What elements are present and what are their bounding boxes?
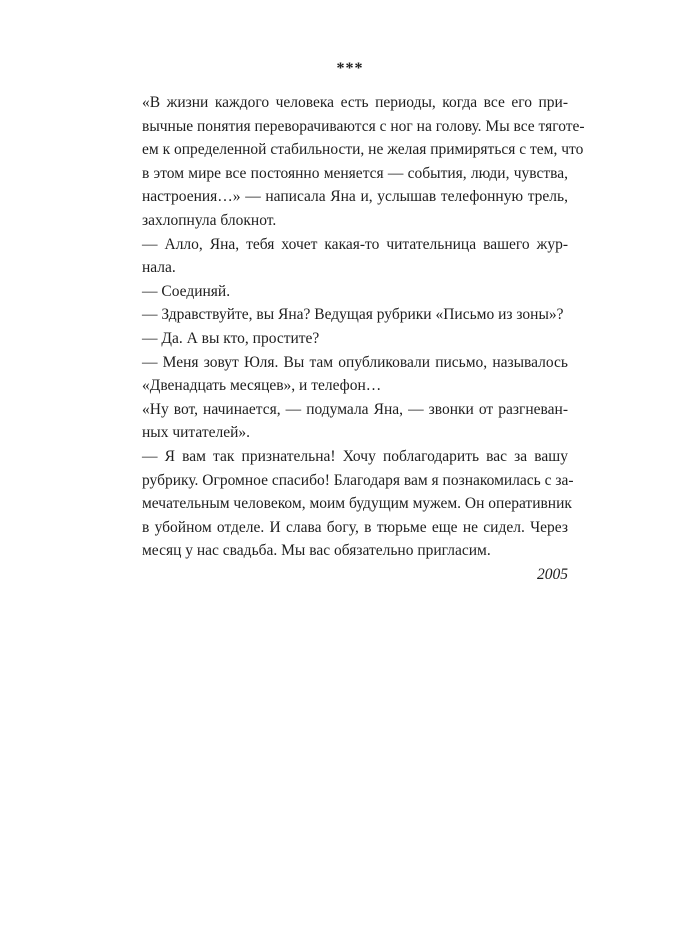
text-line: — Да. А вы кто, простите?: [142, 329, 320, 347]
date-stamp: 2005: [537, 565, 568, 583]
text-line: — Соединяй.: [142, 282, 231, 300]
section-separator: ***: [336, 60, 364, 77]
paragraph-5: [124, 327, 568, 351]
text-line: — Алло, Яна, тебя хочет какая-то читательница вашего жур-: [142, 235, 568, 253]
text-line: — Здравствуйте, вы Яна? Ведущая рубрики «Письмо из зоны»?: [142, 306, 564, 324]
paragraph-4: [124, 303, 568, 327]
paragraph-3: [124, 280, 568, 304]
paragraph-2: [124, 233, 568, 280]
paragraph-7: [124, 398, 568, 445]
text-line: месяц у нас свадьба. Мы вас обязательно пригласим.: [142, 542, 491, 560]
text-line: ных читателей».: [142, 424, 251, 442]
text-line: «Ну вот, начинается, — подумала Яна, — звонки от разгневан-: [142, 400, 568, 418]
text-line: захлопнула блокнот.: [142, 211, 277, 229]
text-line: настроения…» — написала Яна и, услышав телефонную трель,: [142, 188, 568, 206]
text-line: ем к определенной стабильности, не желая примиряться с тем, что: [142, 141, 584, 159]
text-line: «В жизни каждого человека есть периоды, когда все его при-: [142, 94, 568, 111]
text-line: — Меня зовут Юля. Вы там опубликовали письмо, называлось: [142, 353, 568, 371]
text-line: в убойном отделе. И слава богу, в тюрьме еще не сидел. Через: [142, 518, 568, 536]
text-line: мечательным человеком, моим будущим мужем. Он оперативник: [142, 495, 572, 513]
text-line: нала.: [142, 259, 176, 277]
text-line: — Я вам так признательна! Хочу поблагодарить вас за вашу: [142, 447, 568, 465]
paragraph-6: [124, 351, 568, 398]
body-text: [124, 91, 585, 586]
paragraph-8: [124, 445, 574, 563]
paragraph-1: [124, 91, 585, 233]
text-line: в этом мире все постоянно меняется — события, люди, чувства,: [142, 164, 568, 182]
text-line: рубрику. Огромное спасибо! Благодаря вам я познакомилась с за-: [142, 471, 574, 489]
text-line: вычные понятия переворачиваются с ног на голову. Мы все тяготе-: [142, 117, 585, 135]
text-line: «Двенадцать месяцев», и телефон…: [142, 377, 382, 395]
